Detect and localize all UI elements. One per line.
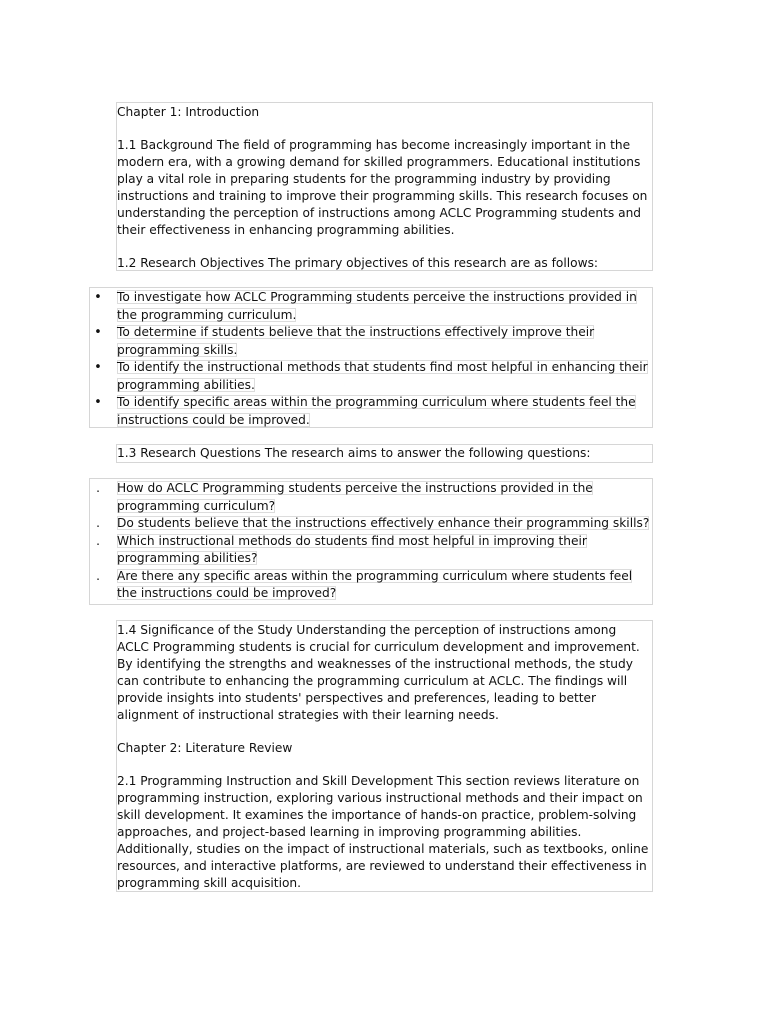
list-item — [90, 394, 652, 429]
objectives-list — [89, 287, 653, 428]
list-item-text: To identify specific areas within the programming curriculum where students feel the instructions could be improved. — [117, 395, 636, 427]
bullet: . — [96, 568, 100, 583]
list-item — [90, 480, 652, 515]
background-paragraph: 1.1 Background The field of programming has become increasingly important in the modern era, with a growing demand for skilled programmers. Educational institutions play a vital role in preparing students for the programming industry by providing instructions and training to improve their programming skills. This research focuses on understanding the perception of instructions among ACLC Programming students and their effectiveness in enhancing programming abilities. — [117, 138, 648, 237]
lit-review-paragraph: 2.1 Programming Instruction and Skill Development This section reviews literature on programming instruction, exploring various instructional methods and their impact on skill development. It examines the importance of hands-on practice, problem-solving approaches, and project-based learning in improving programming abilities. Additionally, studies on the impact of instructional materials, such as textbooks, online resources, and interactive platforms, are reviewed to understand their effectiveness in programming skill acquisition. — [117, 774, 649, 890]
bullet: • — [94, 325, 102, 340]
list-item — [90, 533, 652, 568]
list-item — [90, 359, 652, 394]
list-item-text: To identify the instructional methods that students find most helpful in enhancing their programming abilities. — [117, 360, 648, 392]
bullet: . — [96, 516, 100, 530]
questions-intro: 1.3 Research Questions The research aims to answer the following questions: — [117, 446, 591, 460]
chapter1-heading: Chapter 1: Introduction — [117, 105, 260, 119]
significance-block — [116, 620, 653, 892]
list-item-text: Which instructional methods do students find most helpful in improving their programming abilities? — [117, 533, 587, 565]
list-item — [90, 568, 652, 603]
significance-paragraph: 1.4 Significance of the Study Understanding the perception of instructions among ACLC Programming students is crucial for curriculum development and improvement. By identifying the strengths and weaknesses of the instructional methods, the study can contribute to enhancing the programming curriculum at ACLC. The findings will provide insights into students' perspectives and preferences, leading to better alignment of instructional strategies with their learning needs. — [117, 623, 640, 722]
bullet: . — [96, 533, 100, 548]
bullet: . — [96, 481, 100, 495]
chapter2-heading: Chapter 2: Literature Review — [117, 741, 293, 755]
list-item — [90, 324, 652, 359]
list-item-text: Are there any specific areas within the programming curriculum where students feel the instructions could be improved? — [117, 568, 633, 600]
questions-intro-block — [116, 444, 653, 463]
intro-block — [116, 102, 653, 271]
bullet: • — [94, 360, 102, 375]
bullet: • — [94, 290, 102, 305]
list-item — [90, 289, 652, 324]
list-item-text: How do ACLC Programming students perceive the instructions provided in the programming curriculum? — [117, 481, 593, 513]
list-item-text: To determine if students believe that the instructions effectively improve their programming skills. — [117, 325, 595, 357]
list-item-text: Do students believe that the instructions effectively enhance their programming skills? — [117, 516, 650, 530]
bullet: • — [94, 395, 102, 410]
list-item — [90, 515, 652, 533]
objectives-intro: 1.2 Research Objectives The primary objectives of this research are as follows: — [117, 256, 599, 270]
list-item-text: To investigate how ACLC Programming students perceive the instructions provided in the programming curriculum. — [117, 290, 637, 322]
questions-list — [89, 478, 653, 605]
